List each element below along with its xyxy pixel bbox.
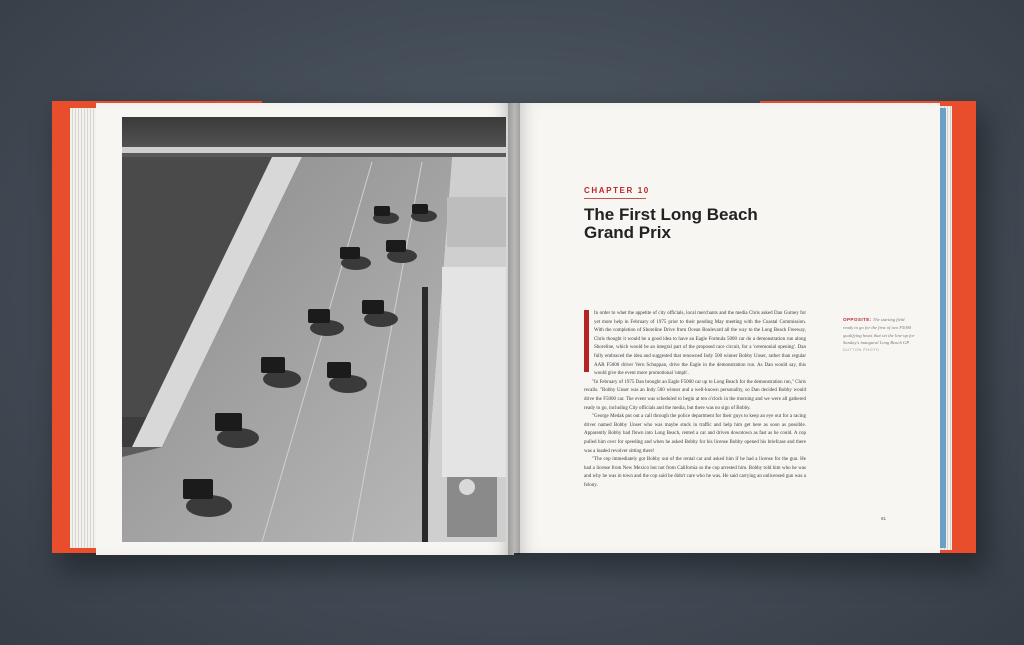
chapter-title-line-1: The First Long Beach	[584, 205, 758, 224]
book-gutter	[508, 103, 520, 555]
caption-credit: DUTTON PHOTO	[843, 348, 880, 353]
back-cover-edge	[940, 108, 946, 548]
chapter-body-text	[584, 310, 806, 490]
body-paragraph-1: In order to whet the appetite of city officials, local merchants and the media Chris asked Dan Gurney for yet more help in February of 1975 prior to their pending May meeting with the Coastal Commission. With the completion of Shoreline Drive from Ocean Boulevard all the way to the Long Beach Freeway, Chris thought it would be a good idea to have an Eagle Formula 5000 car do a demonstration run along Shoreline, which would be an integral part of the proposed race circuit, for a 'ceremonial opening'. Dan fully embraced the idea and suggested that renowned Indy 500 winner Bobby Unser, rather than regular AAR F5000 driver Vern Schuppan, drive the Eagle in the demonstration run. As Dan would say, this would give the event more promotional 'umph'.	[594, 311, 806, 377]
caption-tag: OPPOSITE:	[843, 317, 872, 322]
page-number: 81	[881, 516, 887, 521]
caption-text: The starting field ready to go for the first of two F5000 qualifying heats that set the line-up for Sunday's inaugural Long Beach GP.	[843, 317, 915, 346]
body-paragraph-4: "The cop immediately got Bobby out of the rental car and asked him if he had a license for the gun. He had a license from New Mexico but not from California so the cop arrested him. Bobby told him who he was and why he was in town and the cop said he didn't care who he was. He said carrying an unlicensed gun was a felony.	[584, 457, 806, 488]
body-paragraph-2: "In February of 1975 Dan brought an Eagle F5000 car up to Long Beach for the demonstration run," Chris recalls. "Bobby Unser was an Indy 500 winner and a well-known personality, so Dan decided Bobby would drive the F5000 car. The event was scheduled to begin at ten o'clock in the morning and we were all gathered ready to go, including City officials and the media, but there was no sign of Bobby.	[584, 379, 806, 411]
chapter-title	[584, 206, 824, 242]
chapter-label: CHAPTER 10	[584, 186, 650, 195]
race-start-photo-drawing	[122, 117, 506, 542]
photo-caption	[843, 316, 915, 355]
chapter-rule	[584, 198, 646, 199]
chapter-title-line-2: Grand Prix	[584, 223, 671, 242]
body-paragraph-3: "George Medak put out a call through the police department for their guys to keep an eye out for a racing driver named Bobby Unser who was maybe stuck in traffic and help him get here as soon as possible. Apparently Bobby had flown into Long Beach, rented a car and driven downtown as fast as he could. A cop pulled him over for speeding and when he asked Bobby for his license Bobby opened his briefcase and there was a loaded revolver sitting there!	[584, 414, 806, 454]
race-start-photo	[122, 117, 506, 542]
